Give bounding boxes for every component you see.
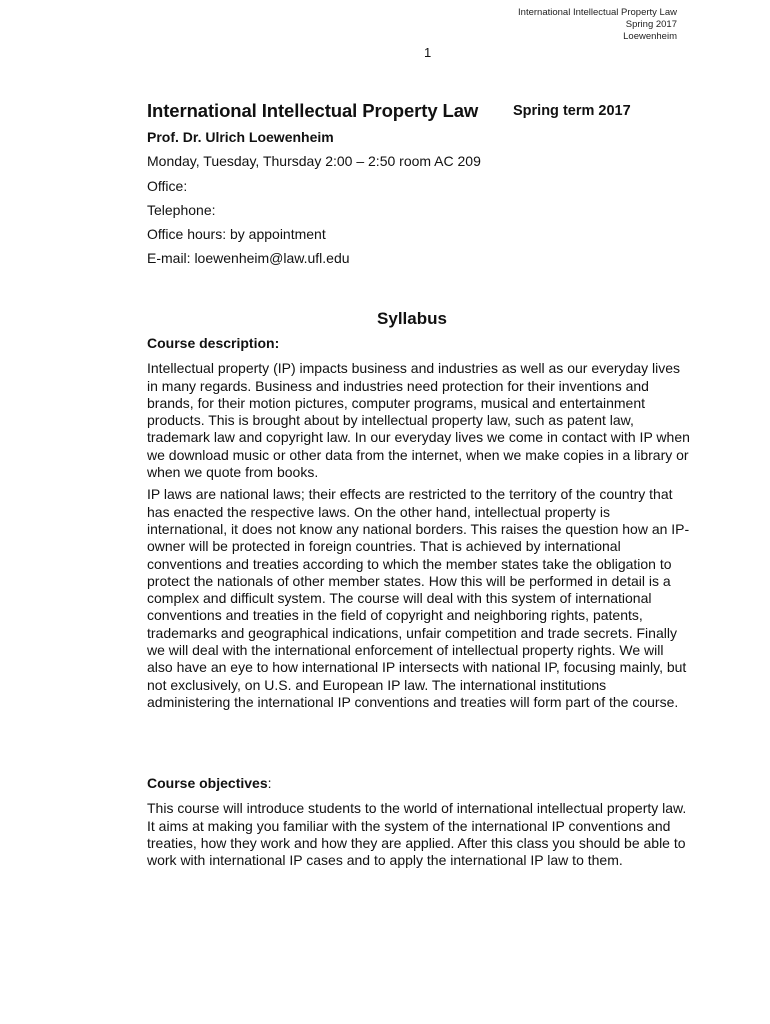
course-objectives-section — [147, 775, 692, 874]
document-title: International Intellectual Property Law — [147, 100, 479, 121]
header-term: Spring 2017 — [625, 19, 677, 30]
course-description-heading: Course description: — [147, 335, 280, 351]
office-hours: Office hours: by appointment — [147, 226, 326, 243]
email: E-mail: loewenheim@law.ufl.edu — [147, 250, 350, 267]
course-info — [147, 127, 481, 273]
header-course: International Intellectual Property Law — [518, 7, 677, 18]
course-description-section — [147, 335, 692, 716]
course-description-paragraph-2: IP laws are national laws; their effects are restricted to the territory of the country that has enacted the respective laws. On the other hand, intellectual property is international, it does not know any national borders. This raises the question how an IP-owner will be protected in foreign countries. That is achieved by international conventions and treaties according to which the member states take the obligation to protect the nationals of other member states. How this will be performed in detail is a complex and difficult system. The course will deal with this system of international conventions and treaties in the field of copyright and neighboring rights, patents, trademarks and geographical indications, unfair competition and trade secrets. Finally we will deal with the international enforcement of intellectual property rights. We will also have an eye to how international IP intersects with national IP, focusing mainly, but not exclusively, on U.S. and European IP law. The international institutions administering the international IP conventions and treaties will form part of the course. — [147, 486, 690, 710]
telephone: Telephone: — [147, 201, 216, 218]
office: Office: — [147, 177, 188, 194]
syllabus-heading: Syllabus — [377, 309, 447, 328]
course-objectives-paragraph: This course will introduce students to the world of international intellectual property law. It aims at making you familiar with the system of the international IP conventions and treaties, how they work and how they are applied. After this class you should be able to work with international IP cases and to apply the international IP law to them. — [147, 800, 687, 869]
course-description-paragraph-1: Intellectual property (IP) impacts business and industries as well as our everyday lives in many regards. Business and industries need protection for their inventions and brands, for their motion pictures, computer programs, musical and entertainment products. This is brought about by intellectual property law, such as patent law, trademark law and copyright law. In our everyday lives we come in contact with IP when we download music or other data from the internet, when we make copies in a library or when we quote from books. — [147, 360, 690, 481]
title-row — [147, 100, 647, 122]
page-number: 1 — [424, 45, 432, 60]
professor-name: Prof. Dr. Ulrich Loewenheim — [147, 129, 334, 145]
course-objectives-heading: Course objectives — [147, 775, 268, 791]
running-header — [518, 7, 677, 43]
term-label: Spring term 2017 — [513, 103, 631, 119]
schedule: Monday, Tuesday, Thursday 2:00 – 2:50 room AC 209 — [147, 153, 481, 170]
header-author: Loewenheim — [623, 31, 677, 42]
course-objectives-heading-line — [147, 775, 692, 792]
course-objectives-colon: : — [267, 775, 272, 791]
